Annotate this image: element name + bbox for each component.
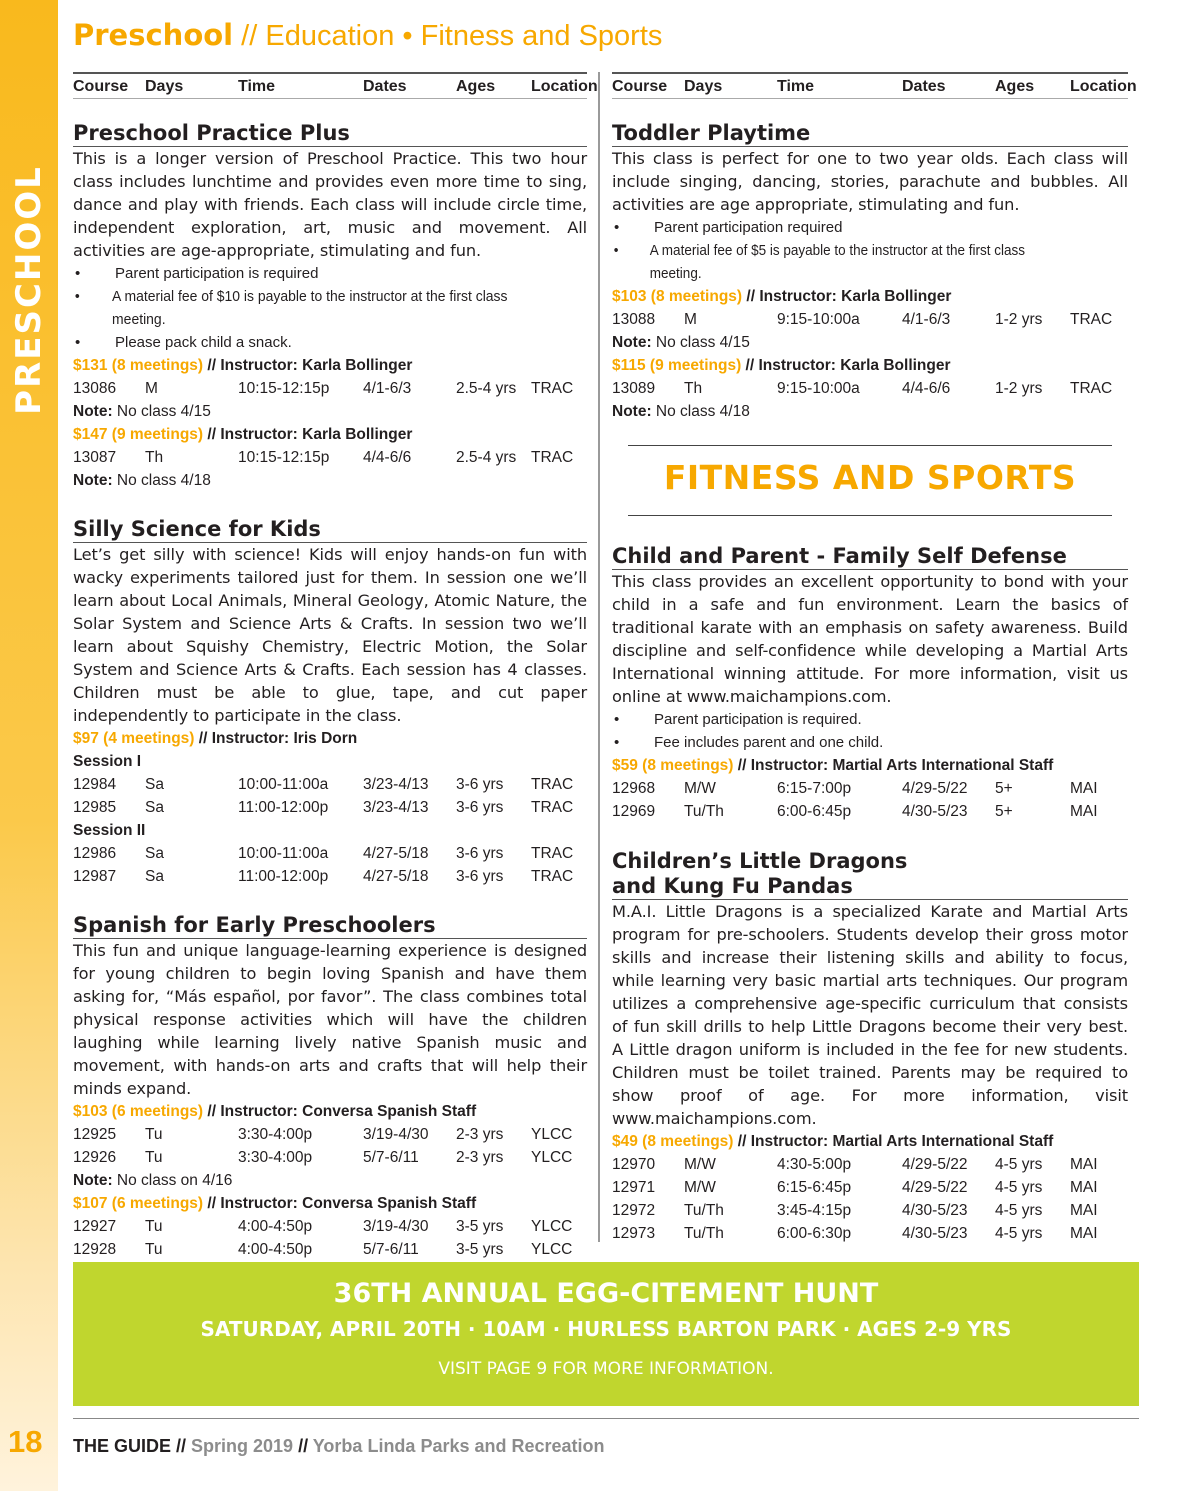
fitness-section-heading xyxy=(628,445,1112,516)
header-ages: Ages xyxy=(995,78,1035,95)
left-column xyxy=(73,72,598,1284)
price-line: $147 (9 meetings) // Instructor: Karla Bollinger xyxy=(73,426,413,443)
header-days: Days xyxy=(684,78,723,95)
course-preschool-practice-plus xyxy=(73,121,587,492)
price-line: $97 (4 meetings) // Instructor: Iris Dorn xyxy=(73,730,358,747)
course-silly-science xyxy=(73,517,587,888)
table-row: 13087 Th 10:15-12:15p 4/4-6/6 2.5-4 yrs TRAC xyxy=(73,449,574,466)
bullet: • Parent participation required xyxy=(612,216,1128,239)
course-title: Child and Parent - Family Self Defense xyxy=(612,544,1128,570)
header-section: Preschool xyxy=(73,18,234,52)
table-header xyxy=(73,72,598,99)
footer-season: Spring 2019 xyxy=(191,1436,294,1456)
price-line: $59 (8 meetings) // Instructor: Martial Arts International Staff xyxy=(612,757,1054,774)
course-description: This is a longer version of Preschool Practice. This two hour class includes lunchtime and provides even more time to sing, dance and play with friends. Each class will include circle time, independent exploration, art, music and movement. All activities are age-appropriate, stimulating and fun. xyxy=(73,149,587,260)
right-column xyxy=(612,72,1137,1245)
course-title: Preschool Practice Plus xyxy=(73,121,587,147)
table-row: 12984 Sa 10:00-11:00a 3/23-4/13 3-6 yrs TRAC xyxy=(73,776,574,793)
table-row: 12926 Tu 3:30-4:00p 5/7-6/11 2-3 yrs YLCC xyxy=(73,1149,573,1166)
table-row: 12985 Sa 11:00-12:00p 3/23-4/13 3-6 yrs TRAC xyxy=(73,799,574,816)
header-subtitle: Education • Fitness and Sports xyxy=(265,20,663,52)
price-line: $49 (8 meetings) // Instructor: Martial Arts International Staff xyxy=(612,1133,1054,1150)
page-header xyxy=(73,18,662,53)
egg-hunt-banner xyxy=(73,1262,1139,1406)
sidebar xyxy=(0,0,58,1491)
header-course: Course xyxy=(612,78,668,95)
course-title-line1: Children’s Little Dragons xyxy=(612,849,908,873)
table-row: 12928 Tu 4:00-4:50p 5/7-6/11 3-5 yrs YLCC xyxy=(73,1241,573,1258)
table-row: 12969 Tu/Th 6:00-6:45p 4/30-5/23 5+ MAI xyxy=(612,803,1098,820)
table-row: 13088 M 9:15-10:00a 4/1-6/3 1-2 yrs TRAC xyxy=(612,311,1113,328)
page-number: 18 xyxy=(8,1424,43,1459)
header-dates: Dates xyxy=(363,78,407,95)
table-header xyxy=(612,72,1137,99)
header-location: Location xyxy=(1070,78,1137,95)
course-description: This fun and unique language-learning experience is designed for young children to begin loving Spanish and have them asking for, “Más español, por favor”. The class combines total physical response activities which will have the children laughing while learning lively native Spanish music and movement, with hands-on arts and crafts that will help their minds expand. xyxy=(73,941,587,1098)
course-description: Let’s get silly with science! Kids will enjoy hands-on fun with wacky experiments tailored just for them. In session one we’ll learn about Local Animals, Mineral Geology, Atomic Nature, the Solar System and Science Arts & Crafts. In session two we’ll learn about Squishy Chemistry, Electric Motion, the Solar System and Science Arts & Crafts. Each session has 4 classes. Children must be able to glue, tape, and cut paper independently to participate in the class. xyxy=(73,545,587,725)
note: Note: No class 4/15 xyxy=(612,334,750,351)
section-title: FITNESS AND SPORTS xyxy=(663,458,1077,497)
table-row: 12987 Sa 11:00-12:00p 4/27-5/18 3-6 yrs TRAC xyxy=(73,868,574,885)
bullet: • Parent participation is required. xyxy=(612,708,1128,731)
note: Note: No class 4/15 xyxy=(73,403,211,420)
course-description: This class provides an excellent opportunity to bond with your child in a safe and fun environment. Learn the basics of traditional karate with an emphasis on safety awareness. Build discipline and self-confidence while developing a Martial Arts International winning attitude. For more information, visit us online at www.maichampions.com. xyxy=(612,572,1128,706)
banner-title: 36TH ANNUAL EGG-CITEMENT HUNT xyxy=(333,1278,879,1309)
bullet-list xyxy=(73,262,587,354)
bullet: • A material fee of $5 is payable to the instructor at the first class meeting. xyxy=(612,239,1076,285)
table-row: 12986 Sa 10:00-11:00a 4/27-5/18 3-6 yrs TRAC xyxy=(73,845,574,862)
price-line: $115 (9 meetings) // Instructor: Karla Bollinger xyxy=(612,357,951,374)
column-divider xyxy=(598,72,600,1242)
session-label: Session II xyxy=(73,822,146,839)
header-days: Days xyxy=(145,78,184,95)
table-row: 12971 M/W 6:15-6:45p 4/29-5/22 4-5 yrs MAI xyxy=(612,1179,1098,1196)
note: Note: No class on 4/16 xyxy=(73,1172,233,1189)
sidebar-label: PRESCHOOL xyxy=(9,165,49,415)
header-dates: Dates xyxy=(902,78,946,95)
header-time: Time xyxy=(238,78,276,95)
header-separator: // xyxy=(241,20,258,52)
footer: THE GUIDE // Spring 2019 // Yorba Linda Parks and Recreation xyxy=(73,1436,605,1456)
table-row: 12970 M/W 4:30-5:00p 4/29-5/22 4-5 yrs MAI xyxy=(612,1156,1098,1173)
bullet: • Please pack child a snack. xyxy=(73,331,587,354)
footer-rule xyxy=(73,1418,1139,1419)
course-title-line2: and Kung Fu Pandas xyxy=(612,874,1128,900)
table-row: 12925 Tu 3:30-4:00p 3/19-4/30 2-3 yrs YLCC xyxy=(73,1126,573,1143)
footer-guide: THE GUIDE xyxy=(73,1436,172,1456)
course-spanish xyxy=(73,913,587,1284)
course-title: Toddler Playtime xyxy=(612,121,1128,147)
course-description: This class is perfect for one to two year olds. Each class will include singing, dancing, stories, parachute and bubbles. All activities are age appropriate, stimulating and fun. xyxy=(612,149,1128,214)
table-row: 12927 Tu 4:00-4:50p 3/19-4/30 3-5 yrs YLCC xyxy=(73,1218,573,1235)
banner-cta: VISIT PAGE 9 FOR MORE INFORMATION. xyxy=(438,1359,774,1379)
table-row: 12968 M/W 6:15-7:00p 4/29-5/22 5+ MAI xyxy=(612,780,1098,797)
table-row: 12972 Tu/Th 3:45-4:15p 4/30-5/23 4-5 yrs MAI xyxy=(612,1202,1098,1219)
price-line: $103 (8 meetings) // Instructor: Karla Bollinger xyxy=(612,288,952,305)
note: Note: No class 4/18 xyxy=(612,403,750,420)
header-ages: Ages xyxy=(456,78,496,95)
session-label: Session I xyxy=(73,753,142,770)
course-little-dragons xyxy=(612,849,1128,1245)
table-row: 13089 Th 9:15-10:00a 4/4-6/6 1-2 yrs TRAC xyxy=(612,380,1113,397)
header-time: Time xyxy=(777,78,815,95)
course-self-defense xyxy=(612,544,1128,823)
bullet: • Parent participation is required xyxy=(73,262,587,285)
bullet-list xyxy=(612,216,1128,285)
course-title: Silly Science for Kids xyxy=(73,517,587,543)
header-course: Course xyxy=(73,78,129,95)
bullet: • Fee includes parent and one child. xyxy=(612,731,1128,754)
price-line: $131 (8 meetings) // Instructor: Karla Bollinger xyxy=(73,357,413,374)
note: Note: No class 4/18 xyxy=(73,472,211,489)
course-title: Spanish for Early Preschoolers xyxy=(73,913,587,939)
header-location: Location xyxy=(531,78,598,95)
course-description: M.A.I. Little Dragons is a specialized Karate and Martial Arts program for pre-schoolers. Students develop their gross motor skills and increase their listening skills and ability to focus, while learning very basic martial arts techniques. Our program utilizes a comprehensive age-specific curriculum that consists of fun skill drills to help Little Dragons become their very best. A Little dragon uniform is included in the fee for new students. Children must be toilet trained. Parents may be required to show proof of age. For more information, visit www.maichampions.com. xyxy=(612,902,1128,1128)
table-row: 12973 Tu/Th 6:00-6:30p 4/30-5/23 4-5 yrs MAI xyxy=(612,1225,1098,1242)
price-line: $103 (6 meetings) // Instructor: Conversa Spanish Staff xyxy=(73,1103,477,1120)
course-toddler-playtime xyxy=(612,121,1128,423)
bullet-list xyxy=(612,708,1128,754)
footer-org: Yorba Linda Parks and Recreation xyxy=(312,1436,605,1456)
price-line: $107 (6 meetings) // Instructor: Conversa Spanish Staff xyxy=(73,1195,477,1212)
bullet: • A material fee of $10 is payable to the instructor at the first class meeting. xyxy=(73,285,551,331)
table-row: 13086 M 10:15-12:15p 4/1-6/3 2.5-4 yrs TRAC xyxy=(73,380,574,397)
banner-details: SATURDAY, APRIL 20TH · 10AM · HURLESS BARTON PARK · AGES 2-9 YRS xyxy=(200,1317,1012,1341)
